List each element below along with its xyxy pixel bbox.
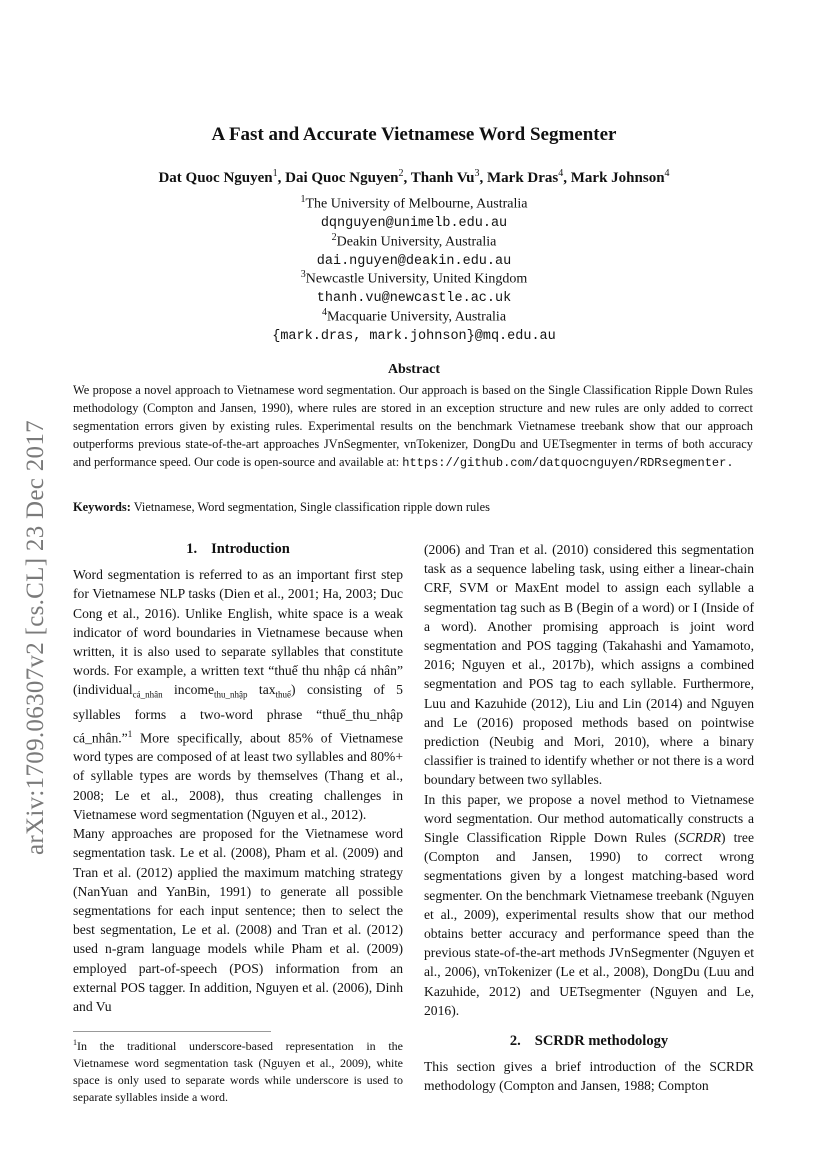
abstract-heading: Abstract: [387, 362, 441, 377]
affiliation-name: The University of Melbourne, Australia: [305, 196, 528, 212]
subscript-text: thu_nhập: [214, 690, 248, 701]
left-column: [73, 540, 403, 1016]
affiliation-mark: 1: [300, 194, 306, 205]
affiliation-1: [0, 190, 828, 233]
right-column: [424, 540, 754, 1096]
paper-title: A Fast and Accurate Vietnamese Word Segmenter: [211, 124, 617, 145]
keywords-text: Vietnamese, Word segmentation, Single classification ripple down rules: [133, 500, 490, 514]
email-address: {mark.dras, mark.johnson}@mq.edu.au: [272, 328, 556, 344]
section-heading-introduction: [73, 540, 403, 559]
affiliation-name: Macquarie University, Australia: [326, 309, 507, 325]
keywords: [73, 498, 753, 516]
author-mark: 3: [474, 168, 480, 179]
paragraph-text: income: [162, 682, 215, 698]
subscript-text: cá_nhân: [132, 690, 163, 701]
intro-paragraph-1: [73, 565, 403, 824]
author-mark: 2: [398, 168, 404, 179]
paragraph-text: More specifically, about 85% of Vietnamese word types are composed of at least two syllables and 80%+ of syllable types are words by themselves (Thang et al., 2008; Le et al., 2008), thus creating challenges in Vietnamese word segmentation (Nguyen et al., 2012).: [73, 730, 403, 822]
affiliation-name: Deakin University, Australia: [336, 234, 497, 250]
author-name: Dat Quoc Nguyen: [158, 170, 273, 186]
section-number: 2.: [509, 1033, 521, 1050]
section-title: Introduction: [211, 541, 290, 557]
footnote-text: In the traditional underscore-based representation in the Vietnamese word segmentation task (Nguyen et al., 2009), white space is only used to separate words while underscore is used to separate syllables inside a word.: [73, 1039, 403, 1104]
author-name: Mark Johnson: [570, 170, 665, 186]
affiliation-mark: 2: [331, 232, 337, 243]
emphasis-text: SCRDR: [678, 830, 722, 846]
author-list: Dat Quoc Nguyen$^1$, Dai Quoc Nguyen$^2$, Thanh Vu$^3$, Mark Dras$^4$, Mark Johnson$^4$: [158, 168, 670, 186]
paragraph-text: ) consisting of 5 syllables forms a two-word phrase “thuế_thu_nhập cá_nhân.”: [73, 682, 403, 746]
section-title: SCRDR methodology: [534, 1033, 669, 1050]
author-name: Dai Quoc Nguyen: [285, 170, 399, 186]
keywords-label: Keywords:: [73, 500, 131, 514]
author-mark: 4: [558, 168, 564, 179]
abstract-body: [73, 381, 753, 472]
author-name: Mark Dras: [487, 170, 559, 186]
affiliation-mark: 3: [300, 269, 306, 280]
paragraph-text: In this paper, we propose a novel method to Vietnamese word segmentation. Our method automatically constructs a Single Classification Ripple Down Rules (: [424, 791, 754, 846]
section-number: 1.: [186, 541, 198, 557]
intro-paragraph-2: Many approaches are proposed for the Vietnamese word segmentation task. Le et al. (2008), Pham et al. (2009) and Tran et al. (2012) applied the maximum matching strategy (NanYuan and YanBin, 1991) to generate all possible segmentations for each input sentence; then to select the best segmentation, Le et al. (2008) and Tran et al. (2012) used n-gram language models while Pham et al. (2009) employed part-of-speech (POS) information from an external POS tagger. In addition, Nguyen et al. (2006), Dinh and Vu: [73, 826, 403, 1014]
author-mark: 4: [664, 168, 670, 179]
affiliation-3: [0, 265, 828, 308]
intro-paragraph-3: [424, 790, 754, 1020]
footnote-mark: 1: [73, 1038, 77, 1047]
email-address: dai.nguyen@deakin.edu.au: [316, 253, 512, 269]
paragraph-text: Word segmentation is referred to as an important first step for Vietnamese NLP tasks (Dien et al., 2001; Ha, 2003; Duc Cong et al., 2016). Unlike English, white space is a weak indicator of word boundaries in Vietnamese because when written, it is also used to separate syllables that constitute words. For example, a written text “thuế thu nhập cá nhân” (individual: [73, 567, 403, 698]
footnote-divider: [73, 1031, 271, 1032]
abstract-text: We propose a novel approach to Vietnamese word segmentation. Our approach is based on the Single Classification Ripple Down Rules methodology (Compton and Jansen, 1990), where rules are stored in an exception structure and new rules are only added to correct segmentation errors given by existing rules. Experimental results on the benchmark Vietnamese treebank show that our approach outperforms previous state-of-the-art approaches JVnSegmenter, vnTokenizer, DongDu and UETsegmenter in terms of both accuracy and performance speed. Our code is open-source and available at:: [73, 383, 753, 469]
paragraph-text: tax: [247, 682, 276, 698]
affiliation-mark: 4: [321, 307, 327, 318]
section-heading-scrdr: [424, 1032, 754, 1051]
subscript-text: thuế: [275, 690, 292, 701]
author-mark: 1: [272, 168, 278, 179]
footnote: [73, 1034, 403, 1106]
intro-paragraph-2-continued: (2006) and Tran et al. (2010) considered this segmentation task as a sequence labeling task, using either a linear-chain CRF, SVM or MaxEnt model to assign each syllable a segmentation tag such as B (Begin of a word) or I (Inside of a word). Another promising approach is joint word segmentation and POS tagging (Takahashi and Yamamoto, 2016; Nguyen et al., 2017b), which assigns a combined segmentation and POS tag to each syllable. Furthermore, Luu and Kazuhide (2012), Liu and Lin (2014) and Nguyen and Le (2016) proposed methods based on pointwise prediction (Neubig and Mori, 2010), where a binary classifier is trained to identify whether or not there is a word boundary between two syllables.: [424, 542, 754, 788]
email-address: dqnguyen@unimelb.edu.au: [320, 215, 508, 231]
code-url-link[interactable]: https://github.com/datquocnguyen/RDRsegmenter.: [402, 456, 734, 470]
scrdr-paragraph-1: This section gives a brief introduction of the SCRDR methodology (Compton and Jansen, 1988; Compton: [424, 1059, 754, 1094]
email-address: thanh.vu@newcastle.ac.uk: [316, 290, 512, 306]
arxiv-stamp: arXiv:1709.06307v2 [cs.CL] 23 Dec 2017: [22, 420, 49, 855]
affiliation-name: Newcastle University, United Kingdom: [305, 271, 528, 287]
affiliation-4: [0, 303, 828, 346]
author-name: Thanh Vu: [410, 170, 475, 186]
footnote-reference[interactable]: 1: [127, 728, 133, 739]
paragraph-text: ) tree (Compton and Jansen, 1990) to correct wrong segmentations given by a longest matching-based word segmenter. On the benchmark Vietnamese treebank (Nguyen et al., 2009), experimental results show that our method obtains better accuracy and performance speed than the previous state-of-the-art methods JVnSegmenter (Nguyen et al., 2006), vnTokenizer (Le et al., 2008), DongDu (Luu and Kazuhide, 2012) and UETsegmenter (Nguyen and Le, 2016).: [424, 830, 755, 1018]
